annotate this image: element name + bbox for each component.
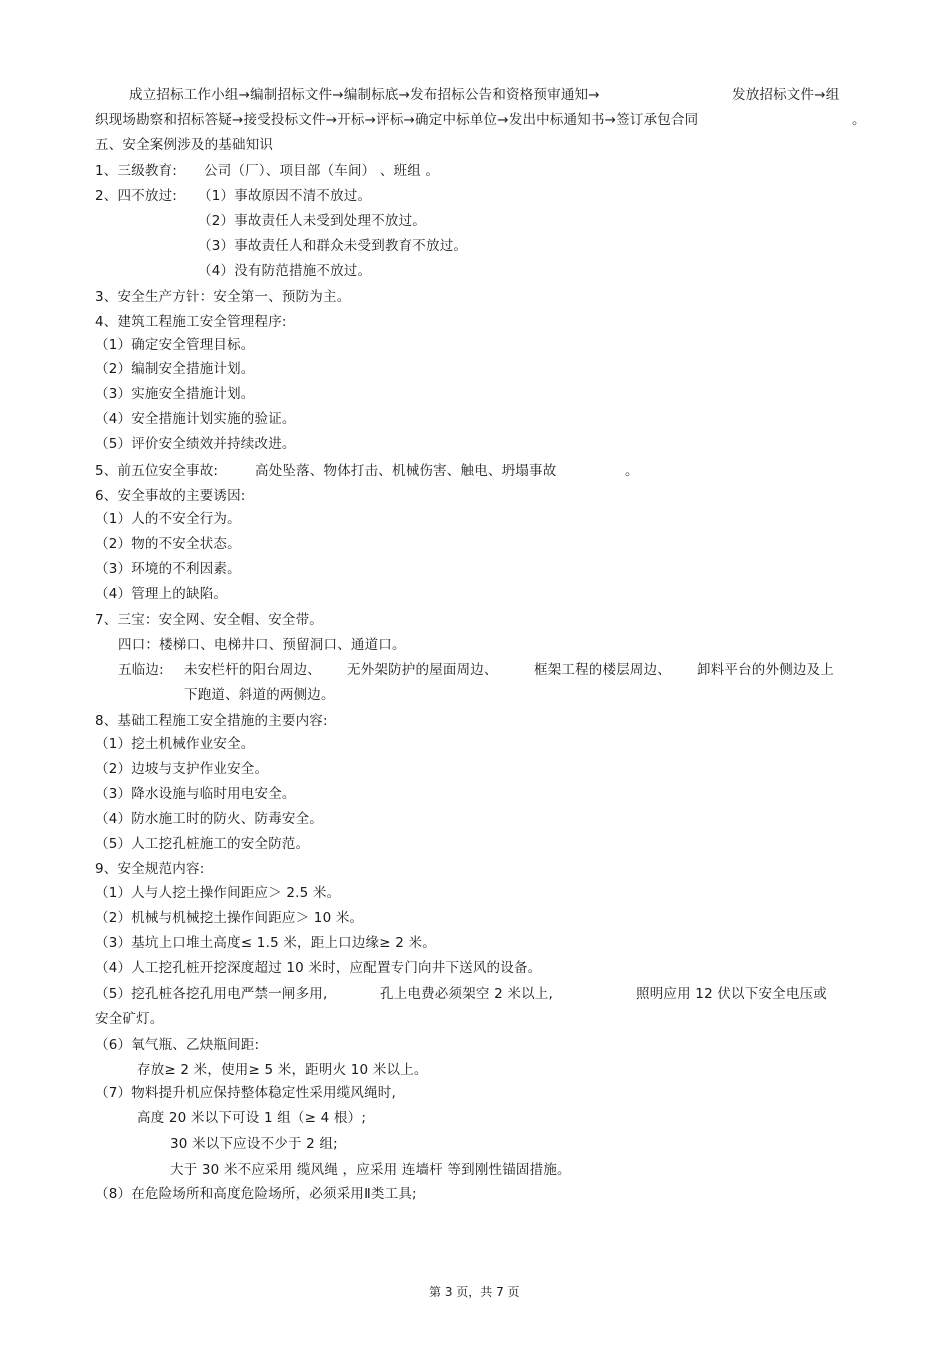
item-9-sub-2: （2）机械与机械挖土操作间距应＞ 10 米。 xyxy=(95,910,364,926)
item-7-three-treasures: 7、三宝：安全网、安全帽、安全带。 xyxy=(95,612,323,628)
item-9-sub-7-detail-1: 高度 20 米以下可设 1 组（≥ 4 根）; xyxy=(137,1110,367,1126)
item-5-value: 高处坠落、物体打击、机械伤害、触电、坍塌事故 xyxy=(255,463,557,479)
item-2-sub-4: （4）没有防范措施不放过。 xyxy=(198,263,372,279)
item-8-sub-1: （1）挖土机械作业安全。 xyxy=(95,736,255,752)
item-9-sub-5d: 安全矿灯。 xyxy=(95,1011,164,1027)
item-9-sub-3: （3）基坑上口堆土高度≤ 1.5 米，距上口边缘≥ 2 米。 xyxy=(95,935,436,951)
item-9-sub-7: （7）物料提升机应保持整体稳定性采用缆风绳时, xyxy=(95,1085,396,1101)
intro-line-2-end: 。 xyxy=(852,112,866,128)
item-4-sub-3: （3）实施安全措施计划。 xyxy=(95,386,255,402)
item-7-five-edges-4: 卸料平台的外侧边及上 xyxy=(697,662,834,678)
item-1-label: 1、三级教育: xyxy=(95,163,178,179)
item-9-sub-5a: （5）挖孔桩各挖孔用电严禁一闸多用, xyxy=(95,986,328,1002)
item-7-five-edges-label: 五临边: xyxy=(118,662,164,678)
item-9-title: 9、安全规范内容: xyxy=(95,861,205,877)
intro-line-1-end: 发放招标文件→组 xyxy=(732,87,840,103)
item-4-sub-2: （2）编制安全措施计划。 xyxy=(95,361,255,377)
section-title: 五、安全案例涉及的基础知识 xyxy=(95,137,274,153)
item-9-sub-7-detail-2: 30 米以下应设不少于 2 组; xyxy=(170,1136,338,1152)
item-7-five-edges-3: 框架工程的楼层周边、 xyxy=(534,662,671,678)
item-5-end: 。 xyxy=(625,463,639,479)
item-9-sub-1: （1）人与人挖土操作间距应＞ 2.5 米。 xyxy=(95,885,341,901)
item-7-five-edges-5: 下跑道、斜道的两侧边。 xyxy=(184,687,335,703)
item-6-sub-3: （3）环境的不利因素。 xyxy=(95,561,241,577)
item-3: 3、安全生产方针：安全第一、预防为主。 xyxy=(95,289,351,305)
item-2-sub-1: （1）事故原因不清不放过。 xyxy=(198,188,372,204)
item-7-four-openings: 四口：楼梯口、电梯井口、预留洞口、通道口。 xyxy=(118,637,406,653)
item-9-sub-4: （4）人工挖孔桩开挖深度超过 10 米时，应配置专门向井下送风的设备。 xyxy=(95,960,542,976)
item-9-sub-8: （8）在危险场所和高度危险场所，必须采用Ⅱ类工具; xyxy=(95,1186,417,1202)
item-9-sub-5c: 照明应用 12 伏以下安全电压或 xyxy=(636,986,827,1002)
item-4-title: 4、建筑工程施工安全管理程序: xyxy=(95,314,287,330)
item-4-sub-5: （5）评价安全绩效并持续改进。 xyxy=(95,436,296,452)
page-number: 第 3 页，共 7 页 xyxy=(429,1285,520,1299)
item-4-sub-1: （1）确定安全管理目标。 xyxy=(95,337,255,353)
item-9-sub-5b: 孔上电费必须架空 2 米以上, xyxy=(380,986,553,1002)
item-7-five-edges-1: 未安栏杆的阳台周边、 xyxy=(184,662,321,678)
item-6-sub-2: （2）物的不安全状态。 xyxy=(95,536,241,552)
item-4-sub-4: （4）安全措施计划实施的验证。 xyxy=(95,411,296,427)
item-2-label: 2、四不放过: xyxy=(95,188,178,204)
item-8-title: 8、基础工程施工安全措施的主要内容: xyxy=(95,713,328,729)
item-2-sub-3: （3）事故责任人和群众未受到教育不放过。 xyxy=(198,238,468,254)
item-6-sub-4: （4）管理上的缺陷。 xyxy=(95,586,228,602)
intro-line-2: 织现场勘察和招标答疑→接受投标文件→开标→评标→确定中标单位→发出中标通知书→签订承包合同 xyxy=(95,112,699,128)
item-6-sub-1: （1）人的不安全行为。 xyxy=(95,511,241,527)
item-7-five-edges-2: 无外架防护的屋面周边、 xyxy=(347,662,498,678)
intro-line-1: 成立招标工作小组→编制招标文件→编制标底→发布招标公告和资格预审通知→ xyxy=(129,87,600,103)
item-2-sub-2: （2）事故责任人未受到处理不放过。 xyxy=(198,213,426,229)
item-8-sub-4: （4）防水施工时的防火、防毒安全。 xyxy=(95,811,323,827)
item-8-sub-2: （2）边坡与支护作业安全。 xyxy=(95,761,269,777)
item-9-sub-6: （6）氧气瓶、乙炔瓶间距: xyxy=(95,1037,260,1053)
item-6-title: 6、安全事故的主要诱因: xyxy=(95,488,246,504)
item-8-sub-5: （5）人工挖孔桩施工的安全防范。 xyxy=(95,836,310,852)
item-9-sub-6-detail: 存放≥ 2 米，使用≥ 5 米，距明火 10 米以上。 xyxy=(137,1062,428,1078)
item-5-label: 5、前五位安全事故: xyxy=(95,463,219,479)
item-9-sub-7-detail-3: 大于 30 米不应采用 缆风绳 ，应采用 连墙杆 等到刚性锚固措施。 xyxy=(170,1162,571,1178)
item-1-value: 公司（厂）、项目部（车间） 、班组 。 xyxy=(204,163,440,179)
item-8-sub-3: （3）降水设施与临时用电安全。 xyxy=(95,786,296,802)
